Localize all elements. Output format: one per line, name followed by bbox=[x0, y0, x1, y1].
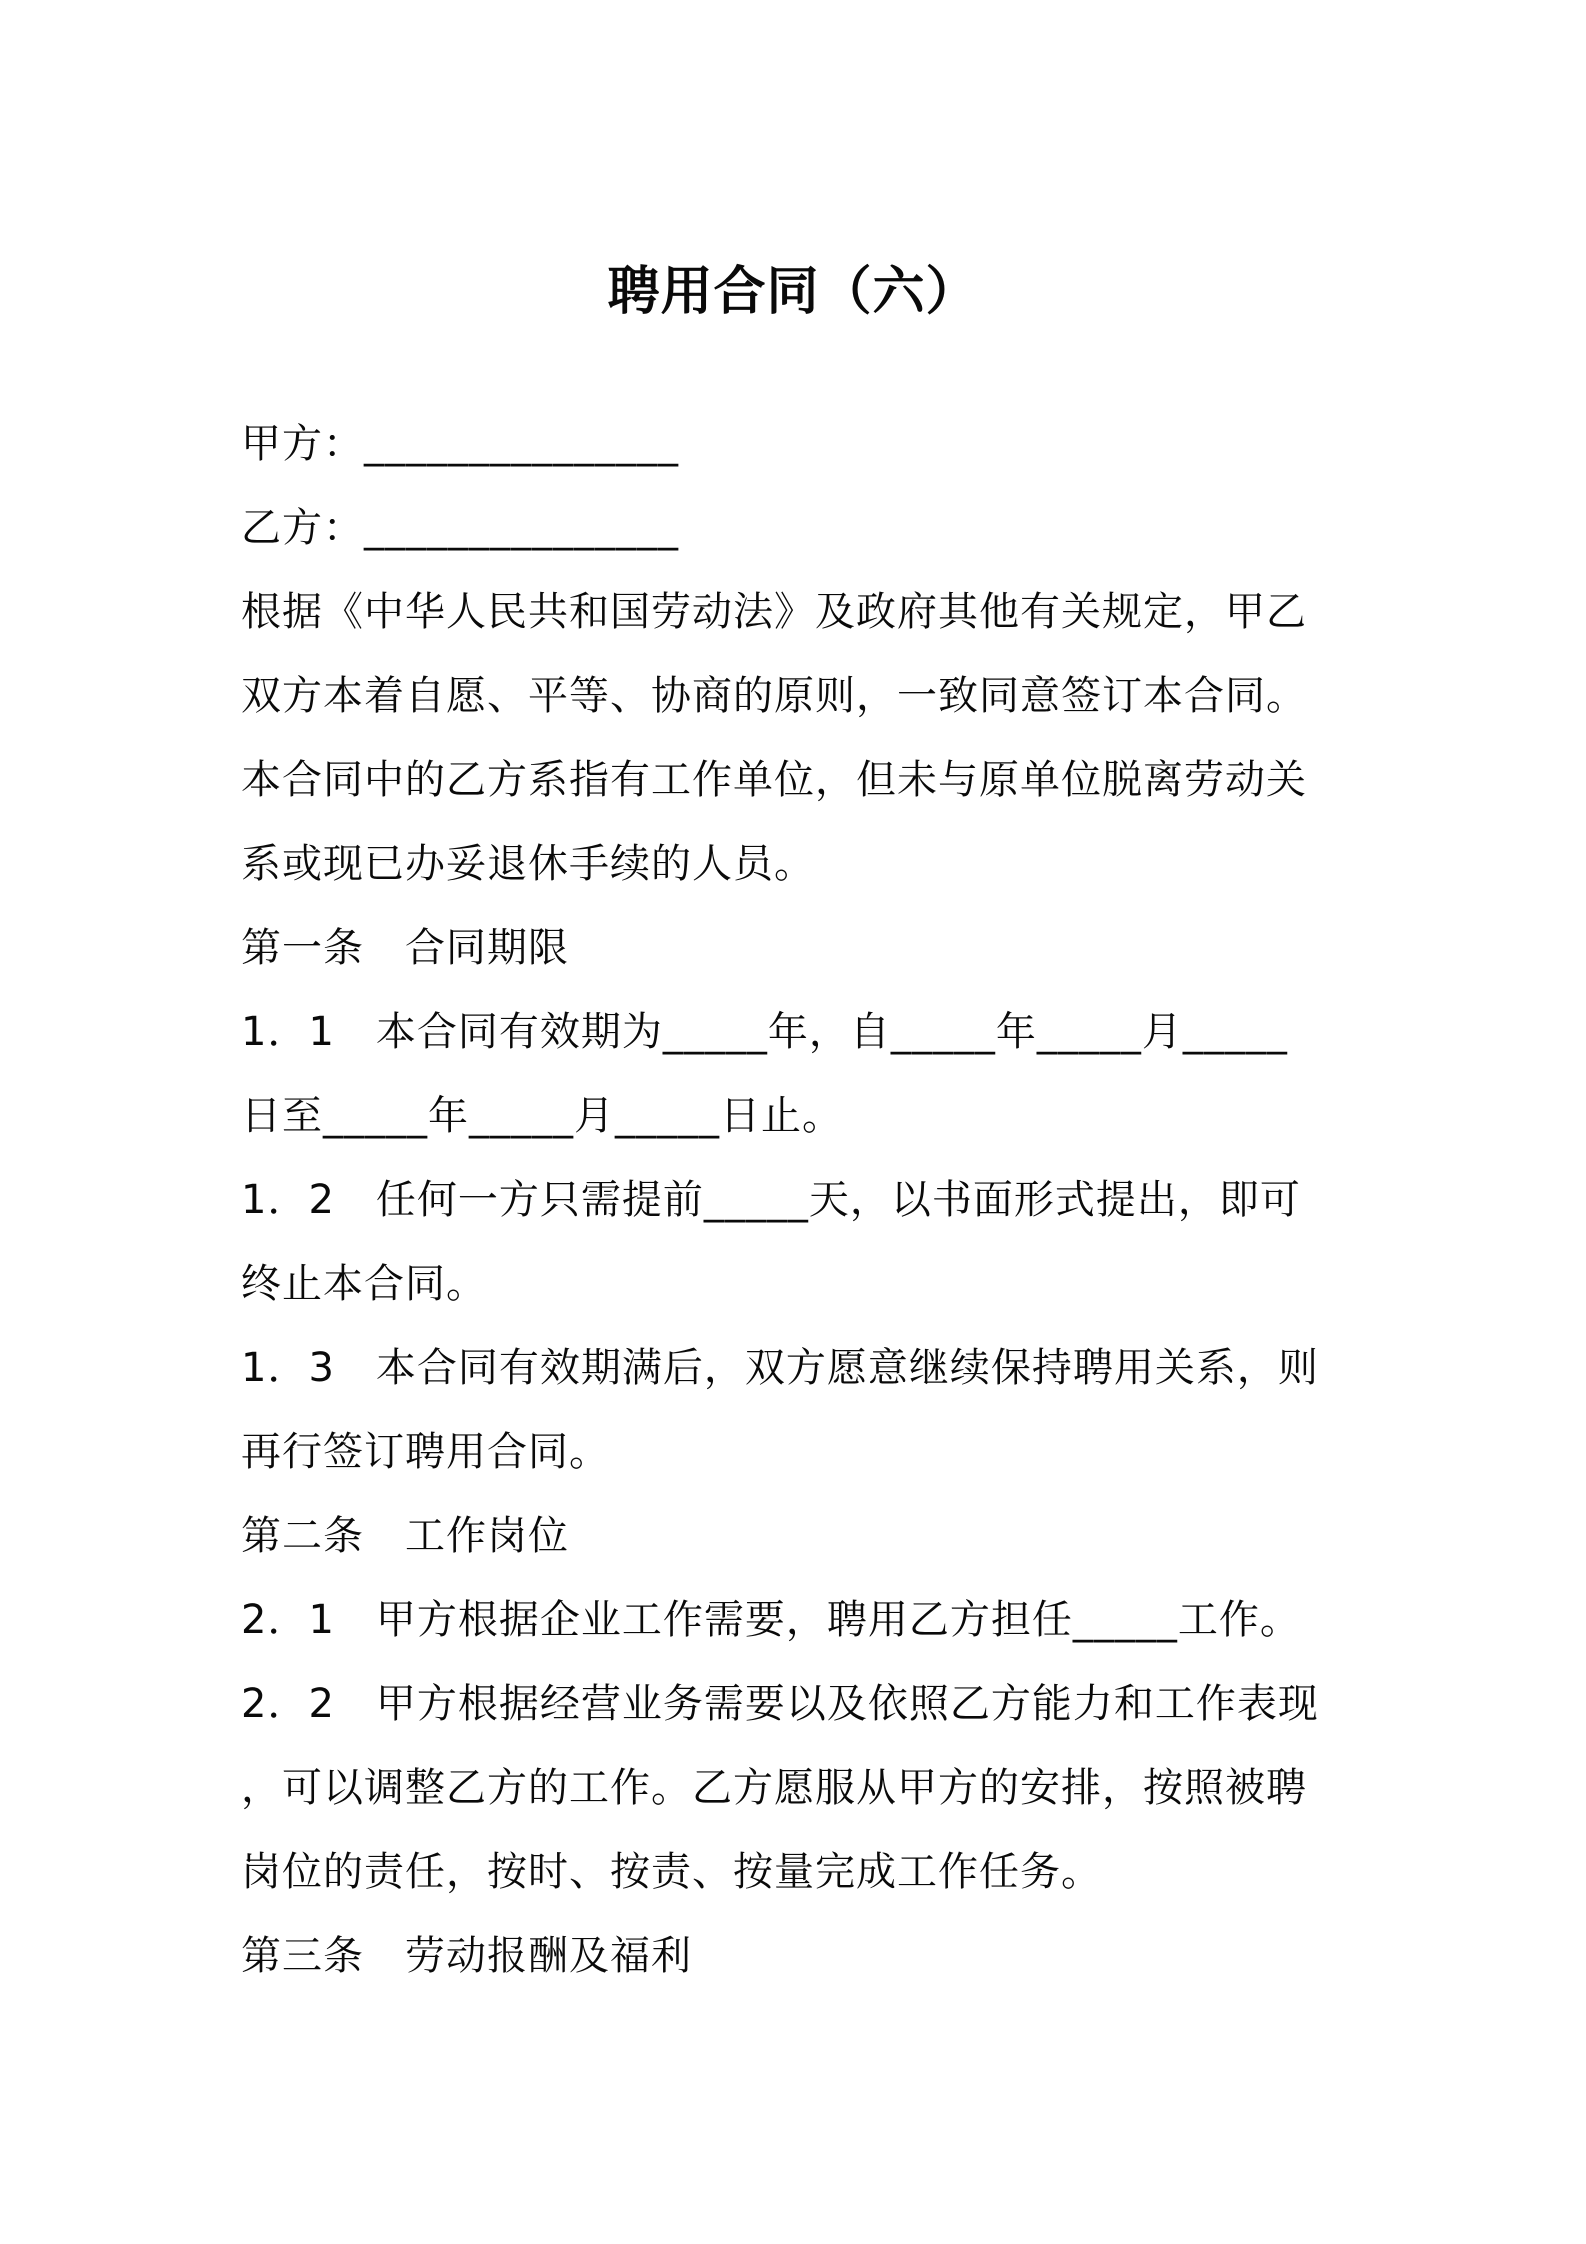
preamble-line-3: 本合同中的乙方系指有工作单位，但未与原单位脱离劳动关 bbox=[241, 757, 1307, 803]
clause-1-3-line-2: 再行签订聘用合同。 bbox=[241, 1429, 610, 1475]
clause-2-2-line-1: 2．2 甲方根据经营业务需要以及依照乙方能力和工作表现 bbox=[241, 1681, 1319, 1727]
clause-1-3-line-1: 1．3 本合同有效期满后，双方愿意继续保持聘用关系，则 bbox=[241, 1345, 1319, 1391]
article-3-heading: 第三条 劳动报酬及福利 bbox=[241, 1933, 692, 1979]
party-b-line: 乙方：_______________ bbox=[241, 505, 679, 551]
clause-1-2-line-1: 1．2 任何一方只需提前_____天，以书面形式提出，即可 bbox=[241, 1177, 1301, 1223]
preamble-line-4: 系或现已办妥退休手续的人员。 bbox=[241, 841, 815, 887]
party-a-line: 甲方：_______________ bbox=[241, 421, 679, 467]
article-2-heading: 第二条 工作岗位 bbox=[241, 1513, 569, 1559]
clause-1-1-line-1: 1．1 本合同有效期为_____年，自_____年_____月_____ bbox=[241, 1009, 1288, 1055]
preamble-line-2: 双方本着自愿、平等、协商的原则，一致同意签订本合同。 bbox=[241, 673, 1307, 719]
clause-2-1-line-1: 2．1 甲方根据企业工作需要，聘用乙方担任_____工作。 bbox=[241, 1597, 1301, 1643]
clause-1-1-line-2: 日至_____年_____月_____日止。 bbox=[241, 1093, 843, 1139]
clause-2-2-line-2: ，可以调整乙方的工作。乙方愿服从甲方的安排，按照被聘 bbox=[241, 1765, 1307, 1811]
preamble-line-1: 根据《中华人民共和国劳动法》及政府其他有关规定，甲乙 bbox=[241, 589, 1307, 635]
clause-1-2-line-2: 终止本合同。 bbox=[241, 1261, 487, 1307]
article-1-heading: 第一条 合同期限 bbox=[241, 925, 569, 971]
clause-2-2-line-3: 岗位的责任，按时、按责、按量完成工作任务。 bbox=[241, 1849, 1102, 1895]
document-title: 聘用合同（六） bbox=[607, 262, 979, 322]
